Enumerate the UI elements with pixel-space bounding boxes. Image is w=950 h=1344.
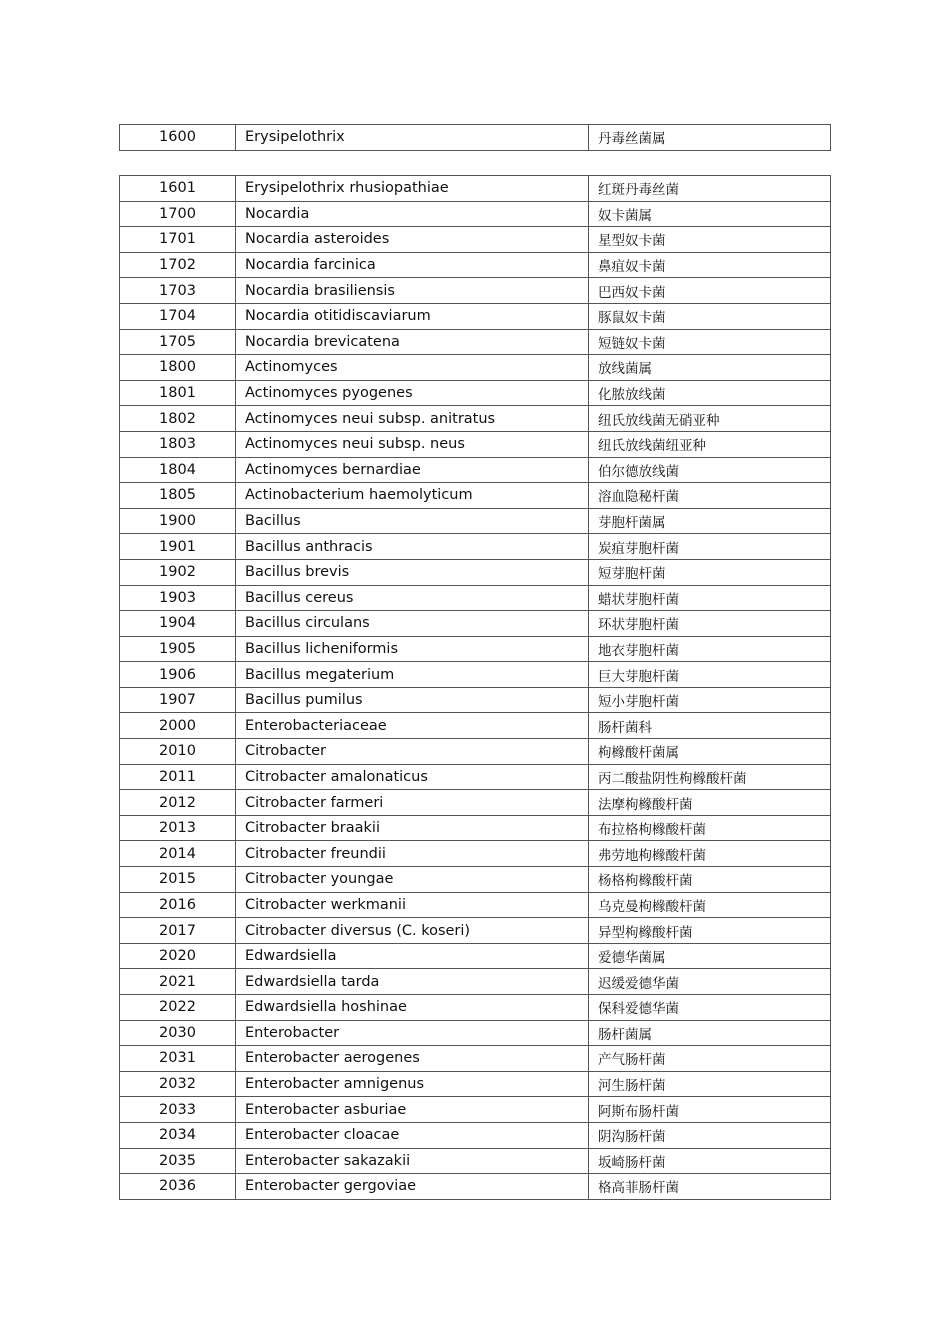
latin-name-cell: Nocardia otitidiscaviarum — [236, 303, 589, 329]
latin-name-cell: Actinomyces — [236, 355, 589, 381]
code-cell: 1702 — [120, 252, 236, 278]
latin-name-cell: Bacillus megaterium — [236, 662, 589, 688]
code-cell: 1701 — [120, 227, 236, 253]
table-row — [120, 355, 831, 381]
chinese-name-cell: 短芽胞杆菌 — [589, 559, 831, 585]
table-row — [120, 713, 831, 739]
chinese-name-cell: 迟缓爱德华菌 — [589, 969, 831, 995]
chinese-name-cell: 巴西奴卡菌 — [589, 278, 831, 304]
code-cell: 1803 — [120, 431, 236, 457]
code-cell: 2021 — [120, 969, 236, 995]
table-row — [120, 995, 831, 1021]
chinese-name-cell: 巨大芽胞杆菌 — [589, 662, 831, 688]
chinese-name-cell: 肠杆菌科 — [589, 713, 831, 739]
chinese-name-cell: 枸橼酸杆菌属 — [589, 739, 831, 765]
table-row — [120, 1148, 831, 1174]
table-row — [120, 303, 831, 329]
latin-name-cell: Citrobacter farmeri — [236, 790, 589, 816]
code-cell: 1601 — [120, 176, 236, 202]
main-table-body — [120, 176, 831, 1200]
table-row — [120, 815, 831, 841]
table-row — [120, 278, 831, 304]
latin-name-cell: Edwardsiella — [236, 943, 589, 969]
chinese-name-cell: 豚鼠奴卡菌 — [589, 303, 831, 329]
chinese-name-cell: 保科爱德华菌 — [589, 995, 831, 1021]
code-cell: 1906 — [120, 662, 236, 688]
table-row — [120, 1046, 831, 1072]
code-cell: 2015 — [120, 867, 236, 893]
code-cell: 2010 — [120, 739, 236, 765]
table-row — [120, 867, 831, 893]
chinese-name-cell: 肠杆菌属 — [589, 1020, 831, 1046]
latin-name-cell: Citrobacter werkmanii — [236, 892, 589, 918]
top-table — [119, 124, 831, 151]
latin-name-cell: Enterobacter amnigenus — [236, 1071, 589, 1097]
latin-name-cell: Actinomyces neui subsp. anitratus — [236, 406, 589, 432]
latin-name-cell: Citrobacter diversus (C. koseri) — [236, 918, 589, 944]
code-cell: 1703 — [120, 278, 236, 304]
chinese-name-cell: 地衣芽胞杆菌 — [589, 636, 831, 662]
chinese-name-cell: 炭疽芽胞杆菌 — [589, 534, 831, 560]
latin-name-cell: Actinobacterium haemolyticum — [236, 483, 589, 509]
table-row — [120, 687, 831, 713]
latin-name-cell: Citrobacter amalonaticus — [236, 764, 589, 790]
table-row — [120, 457, 831, 483]
code-cell: 2031 — [120, 1046, 236, 1072]
latin-name-cell: Nocardia — [236, 201, 589, 227]
chinese-name-cell: 爱德华菌属 — [589, 943, 831, 969]
table-row — [120, 252, 831, 278]
table-row — [120, 969, 831, 995]
chinese-name-cell: 杨格枸橼酸杆菌 — [589, 867, 831, 893]
latin-name-cell: Enterobacter cloacae — [236, 1122, 589, 1148]
code-cell: 1802 — [120, 406, 236, 432]
chinese-name-cell: 坂崎肠杆菌 — [589, 1148, 831, 1174]
chinese-name-cell: 布拉格枸橼酸杆菌 — [589, 815, 831, 841]
table-row — [120, 739, 831, 765]
latin-name-cell: Nocardia brevicatena — [236, 329, 589, 355]
table-row — [120, 790, 831, 816]
latin-name-cell: Edwardsiella tarda — [236, 969, 589, 995]
latin-name-cell: Actinomyces pyogenes — [236, 380, 589, 406]
code-cell: 1600 — [120, 125, 236, 151]
chinese-name-cell: 短小芽胞杆菌 — [589, 687, 831, 713]
code-cell: 1905 — [120, 636, 236, 662]
code-cell: 1903 — [120, 585, 236, 611]
latin-name-cell: Bacillus brevis — [236, 559, 589, 585]
table-row — [120, 1122, 831, 1148]
latin-name-cell: Bacillus anthracis — [236, 534, 589, 560]
code-cell: 2032 — [120, 1071, 236, 1097]
code-cell: 2012 — [120, 790, 236, 816]
chinese-name-cell: 化脓放线菌 — [589, 380, 831, 406]
code-cell: 2030 — [120, 1020, 236, 1046]
latin-name-cell: Citrobacter braakii — [236, 815, 589, 841]
chinese-name-cell: 丹毒丝菌属 — [589, 125, 831, 151]
table-row — [120, 1071, 831, 1097]
table-row — [120, 380, 831, 406]
latin-name-cell: Enterobacter asburiae — [236, 1097, 589, 1123]
chinese-name-cell: 河生肠杆菌 — [589, 1071, 831, 1097]
table-row — [120, 508, 831, 534]
latin-name-cell: Enterobacter aerogenes — [236, 1046, 589, 1072]
latin-name-cell: Citrobacter freundii — [236, 841, 589, 867]
chinese-name-cell: 乌克曼枸橼酸杆菌 — [589, 892, 831, 918]
code-cell: 2036 — [120, 1174, 236, 1200]
table-row — [120, 176, 831, 202]
latin-name-cell: Nocardia brasiliensis — [236, 278, 589, 304]
chinese-name-cell: 短链奴卡菌 — [589, 329, 831, 355]
latin-name-cell: Bacillus cereus — [236, 585, 589, 611]
latin-name-cell: Enterobacter sakazakii — [236, 1148, 589, 1174]
latin-name-cell: Enterobacteriaceae — [236, 713, 589, 739]
code-cell: 1801 — [120, 380, 236, 406]
chinese-name-cell: 芽胞杆菌属 — [589, 508, 831, 534]
chinese-name-cell: 鼻疽奴卡菌 — [589, 252, 831, 278]
latin-name-cell: Enterobacter — [236, 1020, 589, 1046]
code-cell: 1900 — [120, 508, 236, 534]
latin-name-cell: Actinomyces neui subsp. neus — [236, 431, 589, 457]
code-cell: 2017 — [120, 918, 236, 944]
table-row — [120, 406, 831, 432]
code-cell: 1901 — [120, 534, 236, 560]
latin-name-cell: Nocardia farcinica — [236, 252, 589, 278]
code-cell: 2034 — [120, 1122, 236, 1148]
code-cell: 2011 — [120, 764, 236, 790]
code-cell: 1705 — [120, 329, 236, 355]
table-row — [120, 585, 831, 611]
chinese-name-cell: 阿斯布肠杆菌 — [589, 1097, 831, 1123]
table-row — [120, 662, 831, 688]
table-row — [120, 1097, 831, 1123]
chinese-name-cell: 环状芽胞杆菌 — [589, 611, 831, 637]
table-row — [120, 201, 831, 227]
main-table — [119, 175, 831, 1200]
code-cell: 2000 — [120, 713, 236, 739]
table-row — [120, 841, 831, 867]
code-cell: 1904 — [120, 611, 236, 637]
table-row — [120, 125, 831, 151]
code-cell: 1700 — [120, 201, 236, 227]
table-row — [120, 431, 831, 457]
chinese-name-cell: 纽氏放线菌纽亚种 — [589, 431, 831, 457]
chinese-name-cell: 奴卡菌属 — [589, 201, 831, 227]
code-cell: 1805 — [120, 483, 236, 509]
table-row — [120, 1020, 831, 1046]
table-row — [120, 227, 831, 253]
chinese-name-cell: 丙二酸盐阴性枸橼酸杆菌 — [589, 764, 831, 790]
table-row — [120, 918, 831, 944]
latin-name-cell: Bacillus licheniformis — [236, 636, 589, 662]
code-cell: 1804 — [120, 457, 236, 483]
chinese-name-cell: 异型枸橼酸杆菌 — [589, 918, 831, 944]
table-row — [120, 764, 831, 790]
table-row — [120, 611, 831, 637]
code-cell: 2016 — [120, 892, 236, 918]
table-row — [120, 483, 831, 509]
top-table-body — [120, 125, 831, 151]
latin-name-cell: Bacillus pumilus — [236, 687, 589, 713]
latin-name-cell: Erysipelothrix rhusiopathiae — [236, 176, 589, 202]
code-cell: 2035 — [120, 1148, 236, 1174]
code-cell: 2020 — [120, 943, 236, 969]
chinese-name-cell: 纽氏放线菌无硝亚种 — [589, 406, 831, 432]
table-row — [120, 892, 831, 918]
chinese-name-cell: 放线菌属 — [589, 355, 831, 381]
chinese-name-cell: 产气肠杆菌 — [589, 1046, 831, 1072]
code-cell: 1902 — [120, 559, 236, 585]
latin-name-cell: Erysipelothrix — [236, 125, 589, 151]
latin-name-cell: Enterobacter gergoviae — [236, 1174, 589, 1200]
table-row — [120, 943, 831, 969]
table-row — [120, 636, 831, 662]
chinese-name-cell: 红斑丹毒丝菌 — [589, 176, 831, 202]
chinese-name-cell: 星型奴卡菌 — [589, 227, 831, 253]
code-cell: 2033 — [120, 1097, 236, 1123]
code-cell: 1800 — [120, 355, 236, 381]
latin-name-cell: Edwardsiella hoshinae — [236, 995, 589, 1021]
latin-name-cell: Bacillus — [236, 508, 589, 534]
chinese-name-cell: 阴沟肠杆菌 — [589, 1122, 831, 1148]
table-row — [120, 534, 831, 560]
table-row — [120, 1174, 831, 1200]
chinese-name-cell: 伯尔德放线菌 — [589, 457, 831, 483]
code-cell: 2013 — [120, 815, 236, 841]
chinese-name-cell: 法摩枸橼酸杆菌 — [589, 790, 831, 816]
table-row — [120, 559, 831, 585]
code-cell: 1704 — [120, 303, 236, 329]
chinese-name-cell: 格高菲肠杆菌 — [589, 1174, 831, 1200]
latin-name-cell: Citrobacter youngae — [236, 867, 589, 893]
latin-name-cell: Bacillus circulans — [236, 611, 589, 637]
code-cell: 2022 — [120, 995, 236, 1021]
latin-name-cell: Actinomyces bernardiae — [236, 457, 589, 483]
code-cell: 1907 — [120, 687, 236, 713]
code-cell: 2014 — [120, 841, 236, 867]
chinese-name-cell: 弗劳地枸橼酸杆菌 — [589, 841, 831, 867]
table-row — [120, 329, 831, 355]
latin-name-cell: Nocardia asteroides — [236, 227, 589, 253]
chinese-name-cell: 蜡状芽胞杆菌 — [589, 585, 831, 611]
chinese-name-cell: 溶血隐秘杆菌 — [589, 483, 831, 509]
latin-name-cell: Citrobacter — [236, 739, 589, 765]
